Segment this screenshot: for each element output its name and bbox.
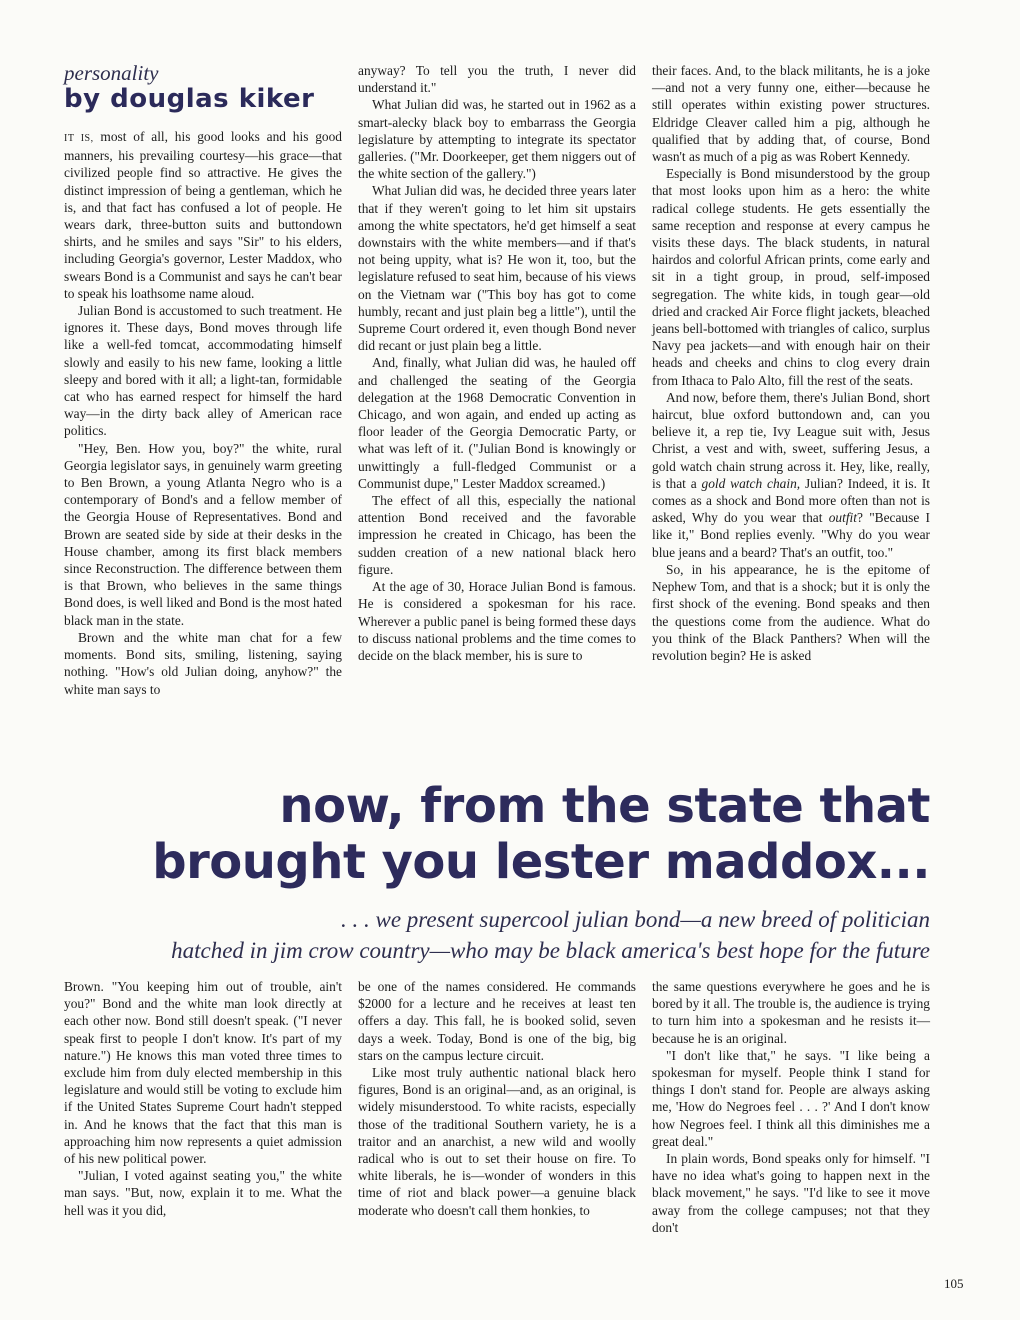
column-1-bottom [64,978,342,1219]
paragraph: anyway? To tell you the truth, I never did understand it." [358,63,636,96]
subheadline-line-2: hatched in jim crow country—who may be black america's best hope for the future [171,938,930,963]
column-2-bottom [358,978,636,1219]
column-2-top [358,62,636,664]
emphasis: outfit [828,510,857,526]
paragraph: Brown and the white man chat for a few moments. Bond sits, smiling, listening, saying nothing. "How's old Julian doing, anyhow?" the white man says to [64,629,342,697]
subheadline-line-1: . . . we present supercool julian bond—a new breed of politician [341,907,930,932]
paragraph: "Julian, I voted against seating you," the white man says. "But, now, explain it to me. What the hell was it you did, [64,1168,342,1218]
column-3-top [652,62,930,664]
paragraph: The effect of all this, especially the national attention Bond received and the favorable impression he created in Chicago, has been the sudden creation of a new national black hero figure. [358,493,636,577]
paragraph: Brown. "You keeping him out of trouble, ain't you?" Bond and the white man look directly at each other now. Bond still doesn't speak. ("I never speak first to people I don't know. It's part of my nature.") He knows this man voted three times to exclude him from duly elected membership in this legislature and would still be voting to exclude him if the United States Supreme Court hadn't stepped in. And he knows that the fact that this man is approaching him now represents a quiet admission of his new political power. [64,979,342,1167]
paragraph: the same questions everywhere he goes and he is bored by it all. The trouble is, the audience is trying to turn him into a spokesman and he resists it—because he is an original. [652,979,930,1046]
paragraph: So, in his appearance, he is the epitome of Nephew Tom, and that is a shock; but it is only the first shock of the evening. Bond speaks and then the questions come from the audience. What do you think of the Black Panthers? When will the revolution begin? He is asked [652,561,930,663]
paragraph: And, finally, what Julian did was, he hauled off and challenged the seating of the Georgia delegation at the 1968 Democratic Convention in Chicago, and won again, and ended up acting as floor leader of the Georgia Democratic Party, or what was left of it. ("Julian Bond is knowingly or unwittingly a full-fledged Communist or a Communist dupe," Lester Maddox screamed.) [358,355,636,491]
column-1-top [64,62,342,698]
paragraph: Especially is Bond misunderstood by the group that most looks upon him as a hero: the white radical college students. He gets essentially the same reception and response at every campus he visits these days. The black students, in natural hairdos and colorful African prints, come early and sit in a tight group, in proud, self-imposed segregation. The white kids, in tough gear—old dried and cracked Air Force flight jackets, bleached jeans bell-bottomed with triangles of calico, surplus Navy pea jackets—and with enough hair on their heads and cheeks and chins to clog every drain from Ithaca to Palo Alto, fill the rest of the seats. [652,166,930,388]
paragraph: In plain words, Bond speaks only for himself. "I have no idea what's going to happen next in the black movement," he says. "I'd like to see it move away from the college campuses; not that they don't [652,1151,930,1235]
paragraph: Julian Bond is accustomed to such treatment. He ignores it. These days, Bond moves through life like a well-fed tomcat, accommodating himself slowly and easily to his new fame, looking a little sleepy and bored with it all; a light-tan, formidable cat who has earned respect for himself the hard way—in the dirty back alley of American race politics. [64,303,342,439]
subheadline [88,904,930,966]
paragraph: And now, before them, there's Julian Bond, short haircut, blue oxford buttondown and, can you believe it, a rep tie, Ivy League suit with, Jesus Christ, a vest and with, sweet, suffering Jesus, a gold watch chain strung across it. Hey, like, really, is that a gold watch chain, Julian? Indeed, it is. It comes as a shock and Bond more often than not is asked, Why do you wear that outfit? "Because I like it," Bond replies evenly. "Why do you wear blue jeans and a beard? That's an outfit, too." [652,389,930,560]
emphasis: gold watch chain, [701,475,801,491]
paragraph: Like most truly authentic national black hero figures, Bond is an original—and, as an original, is widely misunderstood. To white racists, especially those of the traditional Southern variety, he is a traitor and an anarchist, a new wild and woolly radical who is out to set their house on fire. To white liberals, he is—wonder of wonders in this time of riot and black power—a genuine black moderate who doesn't call them honkies, to [358,1065,636,1218]
paragraph: IT IS, most of all, his good looks and his good manners, his prevailing courtesy—his grace—that civilized people find so attractive. He gives the distinct impression of being a gentleman, which he is, and that fact has confused a lot of people. He wears dark, three-button suits and buttondown shirts, and he smiles and says "Sir" to his elders, including Georgia's governor, Lester Maddox, who swears Bond is a Communist and says he can't bear to speak his loathsome name aloud. [64,129,342,301]
lead-caps: IT IS, [64,133,94,144]
headline-line-2: brought you lester maddox... [152,834,930,890]
column-3-bottom [652,978,930,1236]
paragraph: What Julian did was, he decided three years later that if they weren't going to let him sit upstairs among the white spectators, he'd get himself a seat downstairs with the white members—and if that's not being uppity, what is? He won it, too, but the legislature refused to seat him, because of his views on the Vietnam war ("This boy has got to come humbly, recant and just plain beg a little"), until the Supreme Court ordered it, even though Bond never did recant or just plain beg a little. [358,183,636,354]
paragraph: At the age of 30, Horace Julian Bond is famous. He is considered a spokesman for his race. Wherever a public panel is being formed these days to discuss national problems and the time comes to decide on the black member, his is sure to [358,579,636,663]
paragraph: What Julian did was, he started out in 1962 as a smart-alecky black boy to embarrass the Georgia legislature by attempting to integrate its spectator galleries. ("Mr. Doorkeeper, get them niggers out of the white section of the gallery.") [358,97,636,182]
headline-line-1: now, from the state that [279,778,930,834]
byline: by douglas kiker [64,84,315,114]
paragraph: "I don't like that," he says. "I like being a spokesman for myself. People think I stand for things I don't stand for. People are always asking me, 'How do Negroes feel . . . ?' And I don't know how Negroes feel. I think all this diminishes me a great deal." [652,1047,930,1149]
paragraph: "Hey, Ben. How you, boy?" the white, rural Georgia legislator says, in genuinely warm greeting to Ben Brown, a young Atlanta Negro who is a contemporary of Bond's and a fellow member of the Georgia House of Representatives. Bond and Brown are seated side by side at their desks in the House chamber, among its first black members since Reconstruction. The difference between them is that Brown, who believes in the same things Bond does, is well liked and Bond is the most hated black man in the state. [64,440,342,628]
paragraph: their faces. And, to the black militants, he is a joke—and not a very funny one, either—because he still operates within existing power structures. Eldridge Cleaver called him a pig, although he qualified that by adding that, of course, Bond wasn't as much of a pig as was Robert Kennedy. [652,63,930,165]
page-number: 105 [944,1276,964,1291]
headline [88,778,930,890]
section-kicker: personality [64,61,159,85]
paragraph: be one of the names considered. He commands $2000 for a lecture and he receives at least ten offers a day. This fall, he is booked solid, seven days a week. Today, Bond is one of the big, big stars on the campus lecture circuit. [358,979,636,1063]
